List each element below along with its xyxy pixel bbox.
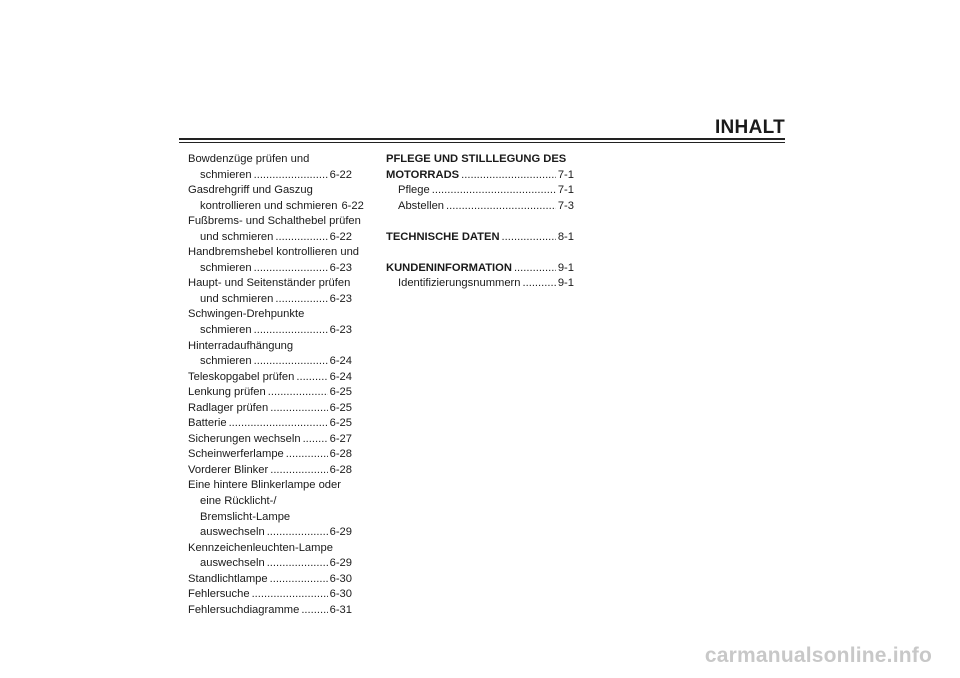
toc-entry-line <box>188 401 352 417</box>
toc-entry[interactable] <box>188 307 352 338</box>
toc-entry-text: Hinterradaufhängung <box>188 339 294 352</box>
toc-entry[interactable] <box>188 183 364 214</box>
toc-page-number: 6-29 <box>329 557 352 570</box>
dot-leader <box>275 230 327 246</box>
toc-entry-text: schmieren <box>200 168 252 181</box>
toc-page-number: 7-3 <box>557 199 574 212</box>
toc-entry-line <box>188 494 352 510</box>
toc-entry[interactable] <box>188 370 352 386</box>
toc-entry-line <box>188 603 352 619</box>
toc-entry-text: Scheinwerferlampe <box>188 448 284 461</box>
dot-leader <box>523 276 556 292</box>
toc-page-number: 6-24 <box>329 370 352 383</box>
toc-entry[interactable] <box>188 432 352 448</box>
toc-entry[interactable] <box>188 572 352 588</box>
toc-entry[interactable] <box>188 245 360 276</box>
dot-leader <box>275 292 327 308</box>
toc-entry-line <box>188 370 352 386</box>
toc-entry-line <box>188 261 352 277</box>
toc-entry[interactable] <box>188 587 352 603</box>
toc-column-left <box>188 152 364 618</box>
toc-page-number: 6-30 <box>329 572 352 585</box>
toc-entry-text: Gasdrehgriff und Gaszug <box>188 184 313 197</box>
toc-entry-line <box>188 478 352 494</box>
toc-entry-line <box>188 199 364 215</box>
toc-page-number: 6-22 <box>329 168 352 181</box>
toc-entry-line <box>188 447 352 463</box>
dot-leader <box>514 261 556 277</box>
header-rule-thin <box>179 142 785 143</box>
toc-entry[interactable] <box>188 463 352 479</box>
toc-entry-text: Handbremshebel kontrollieren und <box>188 246 360 259</box>
toc-entry-text: und schmieren <box>200 292 274 305</box>
toc-subentry[interactable] <box>386 276 574 292</box>
toc-entry[interactable] <box>188 152 352 183</box>
toc-entry-text: und schmieren <box>200 230 274 243</box>
toc-page-number: 9-1 <box>557 277 574 290</box>
toc-entry-text: auswechseln <box>200 526 265 539</box>
toc-entry-line <box>188 307 352 323</box>
dot-leader <box>254 168 328 184</box>
dot-leader <box>270 572 328 588</box>
toc-entry-line <box>188 463 352 479</box>
toc-spacer <box>386 214 574 230</box>
toc-entry-line <box>188 587 352 603</box>
toc-entry-line <box>188 152 352 168</box>
toc-entry-text: schmieren <box>200 324 252 337</box>
toc-entry-text: kontrollieren und schmieren <box>200 199 338 212</box>
toc-entry-line <box>188 541 352 557</box>
toc-entry[interactable] <box>188 214 361 245</box>
toc-entry-text: Vorderer Blinker <box>188 463 269 476</box>
toc-entry[interactable] <box>188 447 352 463</box>
toc-entry[interactable] <box>188 416 352 432</box>
toc-entry[interactable] <box>188 541 352 572</box>
toc-entry-line <box>188 214 361 230</box>
toc-entry[interactable] <box>188 401 352 417</box>
dot-leader <box>270 463 327 479</box>
toc-page-number: 7-1 <box>557 168 574 181</box>
toc-page-number: 9-1 <box>557 261 574 274</box>
toc-page-number: 6-28 <box>329 463 352 476</box>
toc-section-title: KUNDENINFORMATION <box>386 261 512 274</box>
toc-column-right <box>386 152 574 292</box>
toc-page-number: 7-1 <box>557 184 574 197</box>
toc-entry-line <box>188 385 352 401</box>
toc-entry-line <box>188 510 352 526</box>
dot-leader <box>267 525 328 541</box>
toc-entry-line <box>188 432 352 448</box>
dot-leader <box>270 401 327 417</box>
dot-leader <box>303 432 328 448</box>
toc-entry-text: Fehlersuchdiagramme <box>188 603 300 616</box>
toc-entry[interactable] <box>188 276 352 307</box>
dot-leader <box>254 323 328 339</box>
toc-entry-line <box>188 323 352 339</box>
dot-leader <box>254 354 328 370</box>
toc-page-number: 6-28 <box>329 448 352 461</box>
dot-leader <box>286 447 328 463</box>
toc-entry[interactable] <box>188 603 352 619</box>
toc-entry-line <box>188 339 352 355</box>
toc-entry[interactable] <box>188 339 352 370</box>
toc-entry-line <box>188 572 352 588</box>
toc-entry-line <box>188 183 352 199</box>
dot-leader <box>254 261 328 277</box>
toc-entry-text: Standlichtlampe <box>188 572 268 585</box>
toc-page-number: 6-22 <box>329 230 352 243</box>
dot-leader <box>296 370 327 386</box>
toc-section[interactable] <box>386 152 574 183</box>
toc-entry-line <box>188 276 352 292</box>
dot-leader <box>461 168 556 184</box>
toc-page-number: 6-29 <box>329 526 352 539</box>
toc-entry-text: Teleskopgabel prüfen <box>188 370 295 383</box>
toc-section-line <box>386 168 574 184</box>
toc-spacer <box>386 245 574 261</box>
toc-entry-text: Eine hintere Blinkerlampe oder <box>188 479 341 492</box>
dot-leader <box>446 199 556 215</box>
toc-entry-text: schmieren <box>200 261 252 274</box>
toc-page-number: 6-23 <box>329 324 352 337</box>
toc-entry-text: Haupt- und Seitenständer prüfen <box>188 277 351 290</box>
toc-entry-line <box>188 354 352 370</box>
toc-subentry-text: Identifizierungsnummern <box>398 277 521 290</box>
toc-section-line <box>386 152 574 168</box>
toc-entry-text: eine Rücklicht-/ <box>200 495 277 508</box>
toc-entry-text: auswechseln <box>200 557 265 570</box>
toc-entry-line <box>188 556 352 572</box>
dot-leader <box>301 603 327 619</box>
dot-leader <box>502 230 556 246</box>
toc-page-number: 6-31 <box>329 603 352 616</box>
toc-page-number: 6-25 <box>329 401 352 414</box>
toc-entry-line <box>188 292 352 308</box>
toc-subentry-text: Pflege <box>398 184 430 197</box>
dot-leader <box>267 556 328 572</box>
toc-entry-text: Schwingen-Drehpunkte <box>188 308 305 321</box>
toc-page-number: 6-27 <box>329 432 352 445</box>
dot-leader <box>229 416 328 432</box>
watermark: carmanualsonline.info <box>704 644 932 667</box>
toc-page-number: 6-23 <box>329 292 352 305</box>
toc-entry-text: Sicherungen wechseln <box>188 432 301 445</box>
toc-entry-text: Fußbrems- und Schalthebel prüfen <box>188 215 361 228</box>
toc-entry-line <box>188 525 352 541</box>
toc-entry-line <box>188 416 352 432</box>
dot-leader <box>432 183 556 199</box>
toc-section[interactable] <box>386 230 574 246</box>
toc-subentry-text: Abstellen <box>398 199 445 212</box>
toc-page-number: 6-23 <box>329 261 352 274</box>
toc-section[interactable] <box>386 261 574 277</box>
toc-entry-line <box>188 168 352 184</box>
toc-entry-line <box>188 245 360 261</box>
toc-page-number: 6-30 <box>329 588 352 601</box>
toc-section-title: PFLEGE UND STILLLEGUNG DES <box>386 153 567 165</box>
toc-entry-line <box>188 230 352 246</box>
toc-page-number: 6-25 <box>329 386 352 399</box>
toc-entry[interactable] <box>188 385 352 401</box>
toc-section-line <box>386 230 574 246</box>
dot-leader <box>268 385 328 401</box>
toc-entry-text: Radlager prüfen <box>188 401 269 414</box>
toc-entry-text: schmieren <box>200 355 252 368</box>
toc-entry-text: Bremslicht-Lampe <box>200 510 291 523</box>
toc-section-title: MOTORRADS <box>386 168 460 181</box>
toc-page-number: 6-22 <box>341 199 364 212</box>
dot-leader <box>252 587 328 603</box>
toc-subentry[interactable] <box>386 183 574 199</box>
toc-subentry[interactable] <box>386 199 574 215</box>
toc-page-number: 8-1 <box>557 230 574 243</box>
toc-entry-text: Lenkung prüfen <box>188 386 266 399</box>
toc-page-number: 6-24 <box>329 355 352 368</box>
toc-entry-text: Bowdenzüge prüfen und <box>188 153 310 165</box>
toc-entry-text: Batterie <box>188 417 227 430</box>
toc-section-title: TECHNISCHE DATEN <box>386 230 500 243</box>
page-title: INHALT <box>714 117 785 138</box>
toc-section-line <box>386 261 574 277</box>
toc-entry-text: Fehlersuche <box>188 588 250 601</box>
header-rule-thick <box>179 138 785 140</box>
toc-entry-text: Kennzeichenleuchten-Lampe <box>188 541 333 554</box>
toc-entry[interactable] <box>188 478 352 540</box>
toc-page-number: 6-25 <box>329 417 352 430</box>
